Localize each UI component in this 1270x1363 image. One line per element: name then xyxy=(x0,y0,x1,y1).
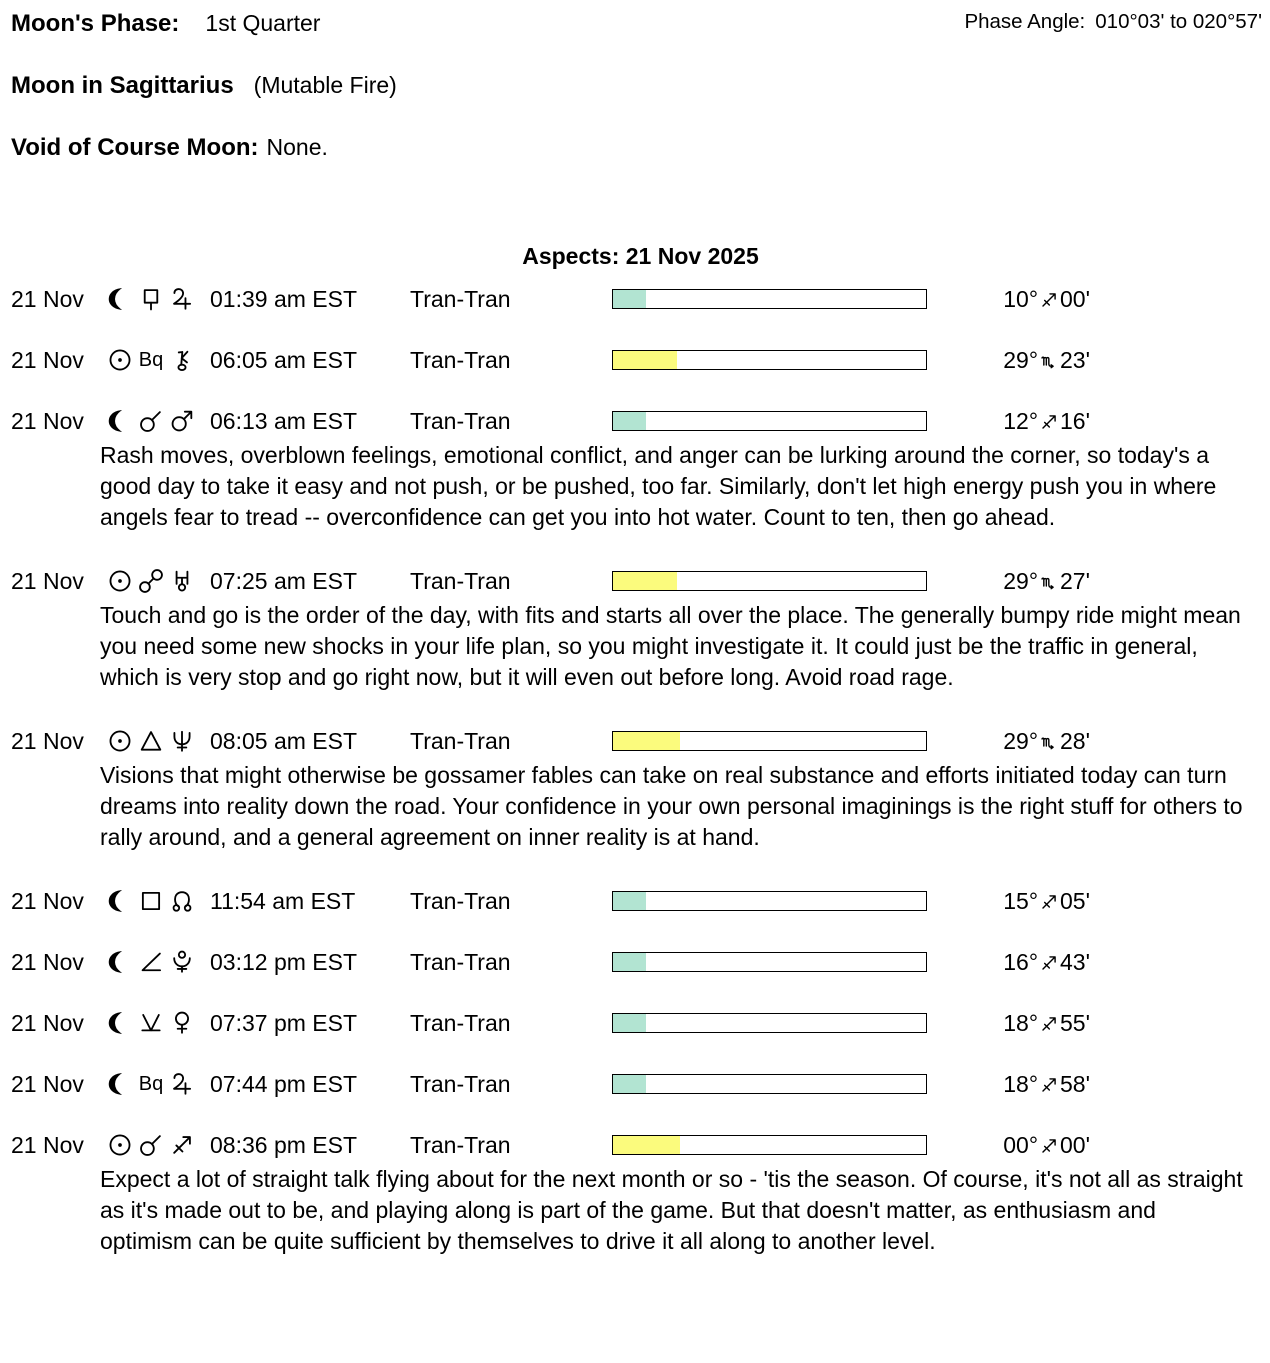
orb-strength-bar xyxy=(612,891,927,911)
phase-angle-value: 010°03' to 020°57' xyxy=(1095,10,1262,33)
aspect-time: 11:54 am EST xyxy=(210,887,356,914)
aspect-degree xyxy=(927,286,1090,313)
minute-value: 28' xyxy=(1060,727,1090,754)
aspect-type: Tran-Tran xyxy=(410,407,511,434)
aspect-date: 21 Nov xyxy=(11,285,84,312)
orb-strength-bar xyxy=(612,350,927,370)
conjunction-icon xyxy=(138,408,164,434)
chiron-icon xyxy=(169,347,195,373)
orb-strength-bar xyxy=(612,571,927,591)
degree-value: 12° xyxy=(1003,407,1039,434)
aspect-glyphs xyxy=(107,888,207,914)
sun-icon xyxy=(107,347,133,373)
aspect-degree xyxy=(927,347,1090,374)
aspect-row xyxy=(11,1132,1270,1158)
node-icon xyxy=(169,888,195,914)
aspect-time: 08:05 am EST xyxy=(210,727,358,754)
orb-strength-bar-fill xyxy=(613,412,646,430)
aspect-date: 21 Nov xyxy=(11,727,84,754)
sagittarius-icon xyxy=(1039,1075,1059,1095)
minute-value: 16' xyxy=(1060,407,1090,434)
aspect-time: 06:05 am EST xyxy=(210,346,358,373)
minute-value: 58' xyxy=(1060,1070,1090,1097)
aspect-row xyxy=(11,408,1270,434)
minute-value: 00' xyxy=(1060,1131,1090,1158)
jupiter-icon xyxy=(169,286,195,312)
sun-icon xyxy=(107,728,133,754)
void-of-course-value: None. xyxy=(266,134,328,160)
aspect-type: Tran-Tran xyxy=(410,1070,511,1097)
sagittarius-icon xyxy=(1039,412,1059,432)
void-of-course-line xyxy=(11,132,1270,163)
aspect-row xyxy=(11,347,1270,373)
degree-value: 18° xyxy=(1003,1070,1039,1097)
degree-value: 15° xyxy=(1003,887,1039,914)
sun-icon xyxy=(107,1132,133,1158)
degree-value: 10° xyxy=(1003,285,1039,312)
aspect-note: Rash moves, overblown feelings, emotional conflict, and anger can be lurking around the corner, so today's a good day to take it easy and not push, or be pushed, too far. Similarly, don't let high energy push you in where angels fear to tread -- overconfidence can get you into hot water. Count to ten, then go ahead. xyxy=(100,442,1217,530)
uranus-icon xyxy=(169,568,195,594)
aspect-type: Tran-Tran xyxy=(410,346,511,373)
moon-sign-note: (Mutable Fire) xyxy=(253,72,397,98)
aspect-type: Tran-Tran xyxy=(410,727,511,754)
moon-icon xyxy=(107,949,133,975)
phase-angle-label: Phase Angle: xyxy=(964,10,1086,33)
neptune-icon xyxy=(169,728,195,754)
aspect-row xyxy=(11,1010,1270,1036)
aspects-list xyxy=(11,286,1270,1257)
trine-icon xyxy=(138,728,164,754)
moon-icon xyxy=(107,286,133,312)
orb-strength-bar-fill xyxy=(613,1014,646,1032)
scorpio-icon xyxy=(1039,732,1059,752)
orb-strength-bar-fill xyxy=(613,290,646,308)
semisquare-icon xyxy=(138,949,164,975)
biquintile-icon: Bq xyxy=(138,1072,164,1095)
moons-phase-value: 1st Quarter xyxy=(205,10,321,36)
aspect-date: 21 Nov xyxy=(11,407,84,434)
aspect-glyphs xyxy=(107,1071,207,1097)
sagittarius-icon xyxy=(1039,953,1059,973)
aspect-time: 07:44 pm EST xyxy=(210,1070,358,1097)
aspect-type: Tran-Tran xyxy=(410,887,511,914)
aspect-type: Tran-Tran xyxy=(410,948,511,975)
void-of-course-label: Void of Course Moon: xyxy=(11,134,259,161)
scorpio-icon xyxy=(1039,351,1059,371)
minute-value: 27' xyxy=(1060,567,1090,594)
venus-icon xyxy=(169,1010,195,1036)
orb-strength-bar-fill xyxy=(613,1136,680,1154)
aspect-date: 21 Nov xyxy=(11,887,84,914)
phase-angle xyxy=(964,10,1262,34)
aspect-date: 21 Nov xyxy=(11,1131,84,1158)
aspect-note: Expect a lot of straight talk flying about for the next month or so - 'tis the season. Of course, it's not all as straight as it's made out to be, and playing along is part of the game. But that doesn't matter, as enthusiasm and optimism can be quite sufficient by themselves to drive it all along to another level. xyxy=(100,1166,1243,1254)
aspect-note: Visions that might otherwise be gossamer fables can take on real substance and efforts initiated today can turn dreams into reality down the road. Your confidence in your own personal imaginings is the right stuff for others to rally around, and a general agreement on inner reality is at hand. xyxy=(100,762,1243,850)
aspect-date: 21 Nov xyxy=(11,1070,84,1097)
degree-value: 18° xyxy=(1003,1009,1039,1036)
aspect-type: Tran-Tran xyxy=(410,1131,511,1158)
aspect-degree xyxy=(927,1132,1090,1159)
degree-value: 29° xyxy=(1003,567,1039,594)
aspect-row xyxy=(11,949,1270,975)
orb-strength-bar xyxy=(612,731,927,751)
aspect-glyphs xyxy=(107,347,207,373)
aspect-degree xyxy=(927,888,1090,915)
orb-strength-bar-fill xyxy=(613,1075,646,1093)
aspect-glyphs xyxy=(107,408,207,434)
aspect-degree xyxy=(927,949,1090,976)
aspect-glyphs xyxy=(107,949,207,975)
aspect-date: 21 Nov xyxy=(11,948,84,975)
pluto-icon xyxy=(169,949,195,975)
aspect-time: 01:39 am EST xyxy=(210,285,358,312)
degree-value: 00° xyxy=(1003,1131,1039,1158)
aspect-date: 21 Nov xyxy=(11,1009,84,1036)
aspect-row xyxy=(11,728,1270,754)
orb-strength-bar xyxy=(612,1074,927,1094)
sesquiquadrate-icon xyxy=(138,286,164,312)
orb-strength-bar xyxy=(612,1135,927,1155)
moon-sign-label: Moon in Sagittarius xyxy=(11,72,234,99)
orb-strength-bar-fill xyxy=(613,732,680,750)
orb-strength-bar xyxy=(612,1013,927,1033)
orb-strength-bar-fill xyxy=(613,572,677,590)
semisextile-icon xyxy=(138,1010,164,1036)
sagittarius-icon xyxy=(1039,1014,1059,1034)
aspect-glyphs xyxy=(107,286,207,312)
aspect-time: 03:12 pm EST xyxy=(210,948,358,975)
minute-value: 43' xyxy=(1060,948,1090,975)
aspect-type: Tran-Tran xyxy=(410,567,511,594)
degree-value: 29° xyxy=(1003,727,1039,754)
moon-icon xyxy=(107,888,133,914)
orb-strength-bar-fill xyxy=(613,892,646,910)
aspect-degree xyxy=(927,568,1090,595)
sagittarius-icon xyxy=(1039,290,1059,310)
sagittarius-icon xyxy=(169,1132,195,1158)
aspect-time: 07:25 am EST xyxy=(210,567,358,594)
aspect-type: Tran-Tran xyxy=(410,285,511,312)
moon-icon xyxy=(107,1010,133,1036)
minute-value: 00' xyxy=(1060,285,1090,312)
jupiter-icon xyxy=(169,1071,195,1097)
minute-value: 05' xyxy=(1060,887,1090,914)
degree-value: 29° xyxy=(1003,346,1039,373)
aspect-time: 08:36 pm EST xyxy=(210,1131,358,1158)
aspect-degree xyxy=(927,408,1090,435)
aspect-row xyxy=(11,888,1270,914)
aspect-time: 07:37 pm EST xyxy=(210,1009,358,1036)
aspect-row xyxy=(11,286,1270,312)
degree-value: 16° xyxy=(1003,948,1039,975)
moon-sign-line xyxy=(11,70,1270,101)
mars-icon xyxy=(169,408,195,434)
conjunction-icon xyxy=(138,1132,164,1158)
aspect-time: 06:13 am EST xyxy=(210,407,358,434)
aspect-degree xyxy=(927,1071,1090,1098)
scorpio-icon xyxy=(1039,572,1059,592)
sagittarius-icon xyxy=(1039,892,1059,912)
aspect-date: 21 Nov xyxy=(11,346,84,373)
aspect-type: Tran-Tran xyxy=(410,1009,511,1036)
aspect-note: Touch and go is the order of the day, with fits and starts all over the place. The generally bumpy ride might mean you need some new shocks in your life plan, so you might investigate it. It could just be the traffic in general, which is very stop and go right now, but it will even out before long. Avoid road rage. xyxy=(100,602,1241,690)
square-icon xyxy=(138,888,164,914)
aspect-row xyxy=(11,568,1270,594)
aspect-date: 21 Nov xyxy=(11,567,84,594)
orb-strength-bar xyxy=(612,411,927,431)
aspect-glyphs xyxy=(107,1010,207,1036)
orb-strength-bar-fill xyxy=(613,351,677,369)
aspects-title: Aspects: 21 Nov 2025 xyxy=(522,243,759,269)
orb-strength-bar xyxy=(612,952,927,972)
aspect-glyphs xyxy=(107,568,207,594)
aspect-degree xyxy=(927,1010,1090,1037)
minute-value: 55' xyxy=(1060,1009,1090,1036)
minute-value: 23' xyxy=(1060,346,1090,373)
sagittarius-icon xyxy=(1039,1136,1059,1156)
moon-icon xyxy=(107,1071,133,1097)
opposition-icon xyxy=(138,568,164,594)
moons-phase-label: Moon's Phase: xyxy=(11,10,180,37)
aspect-glyphs xyxy=(107,1132,207,1158)
sun-icon xyxy=(107,568,133,594)
aspect-degree xyxy=(927,728,1090,755)
moon-icon xyxy=(107,408,133,434)
aspect-glyphs xyxy=(107,728,207,754)
aspect-row xyxy=(11,1071,1270,1097)
orb-strength-bar-fill xyxy=(613,953,646,971)
orb-strength-bar xyxy=(612,289,927,309)
biquintile-icon: Bq xyxy=(138,348,164,371)
